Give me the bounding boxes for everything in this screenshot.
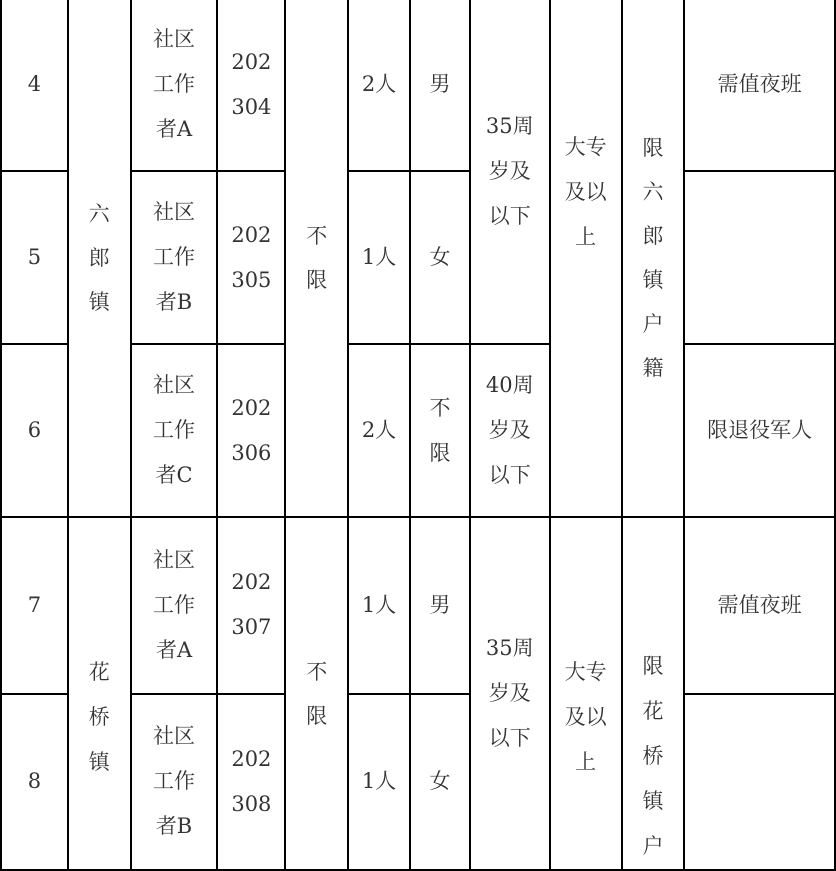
row-number: 8: [1, 694, 68, 871]
post-name: 社区 工作 者C: [131, 344, 218, 517]
table-row: [1, 517, 835, 694]
household-requirement: 限 六 郎 镇 户 籍: [622, 0, 685, 517]
hiring-count: 1人: [348, 171, 410, 344]
post-name: 社区 工作 者B: [131, 171, 218, 344]
town-name: 六 郎 镇: [68, 0, 131, 517]
note: 需值夜班: [684, 0, 835, 171]
gender-requirement: 不 限: [410, 344, 470, 517]
note: [684, 171, 835, 344]
major-requirement: 不 限: [285, 0, 348, 517]
education-requirement: 大专 及以 上: [550, 0, 622, 517]
note: 需值夜班: [684, 517, 835, 694]
table-row: [1, 0, 835, 171]
gender-requirement: 女: [410, 171, 470, 344]
post-code: 202 308: [217, 694, 285, 871]
hiring-count: 2人: [348, 0, 410, 171]
town-name: 花 桥 镇: [68, 517, 131, 870]
hiring-count: 1人: [348, 517, 410, 694]
hiring-count: 1人: [348, 694, 410, 871]
post-code: 202 306: [217, 344, 285, 517]
household-requirement: 限 花 桥 镇 户: [622, 517, 685, 870]
age-requirement: 40周 岁及 以下: [470, 344, 550, 517]
hiring-count: 2人: [348, 344, 410, 517]
post-code: 202 305: [217, 171, 285, 344]
education-requirement: 大专 及以 上: [550, 517, 622, 870]
row-number: 5: [1, 171, 68, 344]
post-name: 社区 工作 者A: [131, 517, 218, 694]
age-requirement: 35周 岁及 以下: [470, 517, 550, 870]
note: [684, 694, 835, 871]
post-code: 202 307: [217, 517, 285, 694]
row-number: 7: [1, 517, 68, 694]
post-name: 社区 工作 者A: [131, 0, 218, 171]
post-name: 社区 工作 者B: [131, 694, 218, 871]
gender-requirement: 女: [410, 694, 470, 871]
gender-requirement: 男: [410, 0, 470, 171]
major-requirement: 不 限: [285, 517, 348, 870]
gender-requirement: 男: [410, 517, 470, 694]
note: 限退役军人: [684, 344, 835, 517]
age-requirement: 35周 岁及 以下: [470, 0, 550, 344]
row-number: 4: [1, 0, 68, 171]
post-code: 202 304: [217, 0, 285, 171]
row-number: 6: [1, 344, 68, 517]
